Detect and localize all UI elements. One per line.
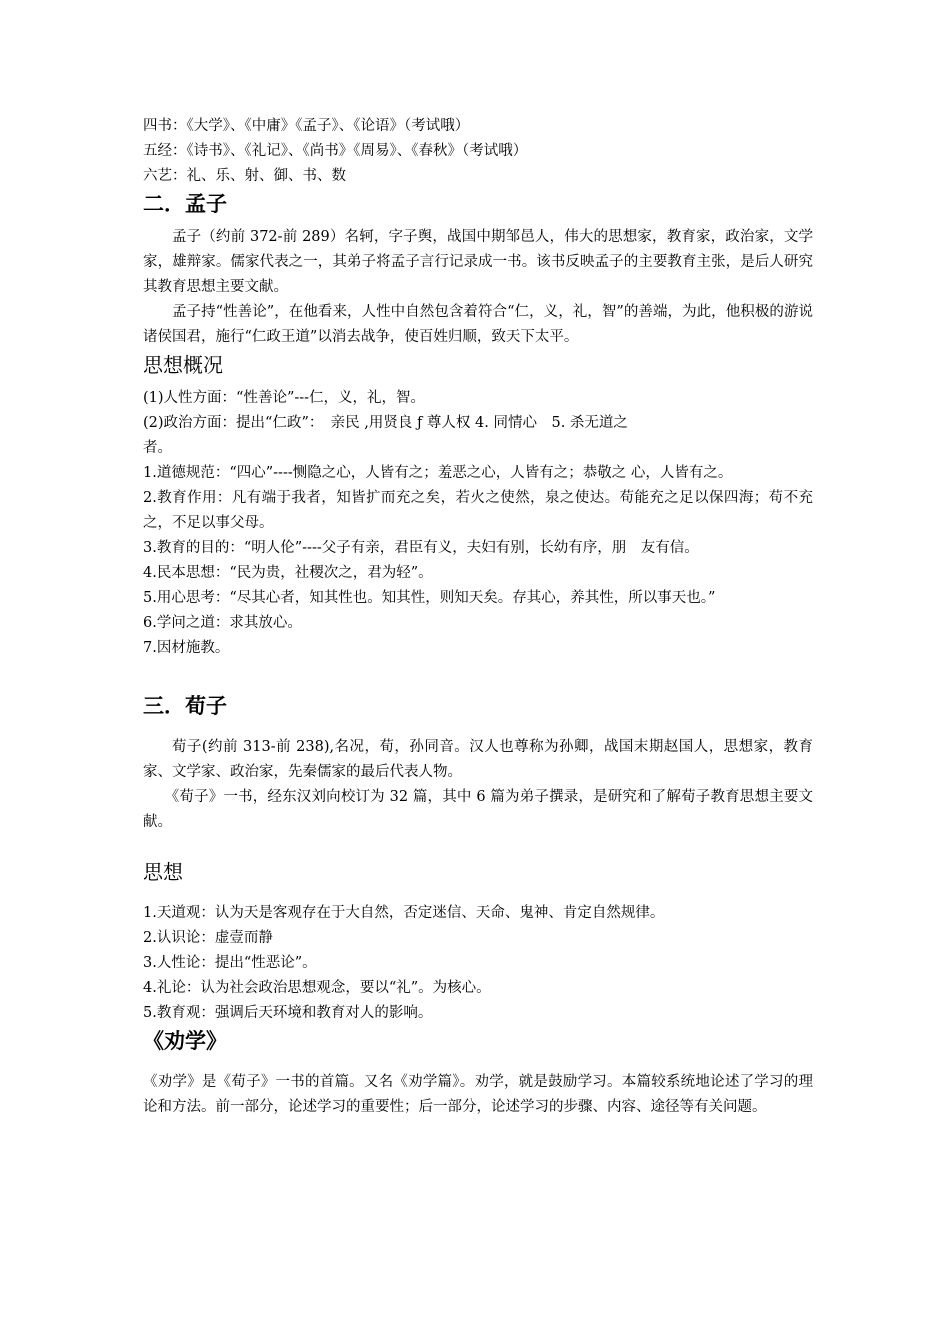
document-body [143,114,813,1120]
xunzi-intro-paragraph: 荀子(约前 313-前 238),名况，荀，孙同音。汉人也尊称为孙卿，战国末期赵国人，思想家，教育家、文学家、政治家，先秦儒家的最后代表人物。 [143,739,813,780]
quanxue-paragraph: 《劝学》是《荀子》一书的首篇。又名《劝学篇》。劝学，就是鼓励学习。本篇较系统地论述了学习的理论和方法。前一部分，论述学习的重要性；后一部分，论述学习的步骤、内容、途径等有关问题。 [143,1074,813,1115]
mengzi-intro-paragraph: 孟子（约前 372-前 289）名轲，字子舆，战国中期邹邑人，伟大的思想家，教育家，政治家，文学家，雄辩家。儒家代表之一，其弟子将孟子言行记录成一书。该书反映孟子的主要教育主张，是后人研究其教育思想主要文献。 [143,229,813,295]
xunzi-thought-heading: 思想 [143,860,183,884]
list-item: 3.教育的目的：“明人伦”----父子有亲，君臣有义，夫妇有别，长幼有序，朋 友有信。 [143,540,699,556]
mengzi-thought-list [143,386,813,661]
xunzi-thought-list [143,901,813,1026]
list-item: (2)政治方面：提出“仁政”： 亲民 ,用贤良 ƒ 尊人权 4. 同情心 5. 杀无道之 [143,415,628,431]
four-books-line: 四书：《大学》、《中庸》《孟子》、《论语》（考试哦） [143,118,470,134]
list-item: 2.教育作用：凡有端于我者，知皆扩而充之矣，若火之使然，泉之使达。苟能充之足以保四海；苟不充之，不足以事父母。 [143,490,813,531]
list-item: 5.教育观：强调后天环境和教育对人的影响。 [143,1005,433,1021]
six-arts-line: 六艺：礼、乐、射、御、书、数 [143,168,346,184]
mengzi-theory-paragraph: 孟子持“性善论”，在他看来，人性中自然包含着符合“仁，义，礼，智”的善端，为此，他积极的游说诸侯国君，施行“仁政王道”以消去战争，使百姓归顺，致天下太平。 [143,304,813,345]
list-item: 4.礼论：认为社会政治思想观念，要以“礼”。为核心。 [143,980,491,996]
list-item: 2.认识论：虚壹而静 [143,930,273,946]
list-item: 3.人性论：提出“性恶论”。 [143,955,317,971]
list-item: 5.用心思考：“尽其心者，知其性也。知其性，则知天矣。存其心，养其性，所以事天也。” [143,590,716,606]
list-item: (1)人性方面：“性善论”---仁，义，礼，智。 [143,390,426,406]
quanxue-heading: 《劝学》 [143,1029,227,1053]
list-item: 4.民本思想：“民为贵，社稷次之，君为轻”。 [143,565,433,581]
five-classics-line: 五经：《诗书》、《礼记》、《尚书》《周易》、《春秋》（考试哦） [143,143,528,159]
list-item: 者。 [143,440,172,456]
xunzi-book-paragraph: 《荀子》一书，经东汉刘向校订为 32 篇，其中 6 篇为弟子撰录，是研究和了解荀子教育思想主要文献。 [143,789,813,830]
list-item: 7.因材施教。 [143,640,230,656]
mengzi-overview-heading: 思想概况 [143,353,223,377]
list-item: 6.学问之道：求其放心。 [143,615,302,631]
xunzi-heading: 三．荀子 [143,694,227,718]
list-item: 1.天道观：认为天是客观存在于大自然，否定迷信、天命、鬼神、肯定自然规律。 [143,905,665,921]
list-item: 1.道德规范：“四心”----恻隐之心，人皆有之；羞恶之心，人皆有之；恭敬之 心，人皆有之。 [143,465,733,481]
mengzi-heading: 二．孟子 [143,192,227,216]
